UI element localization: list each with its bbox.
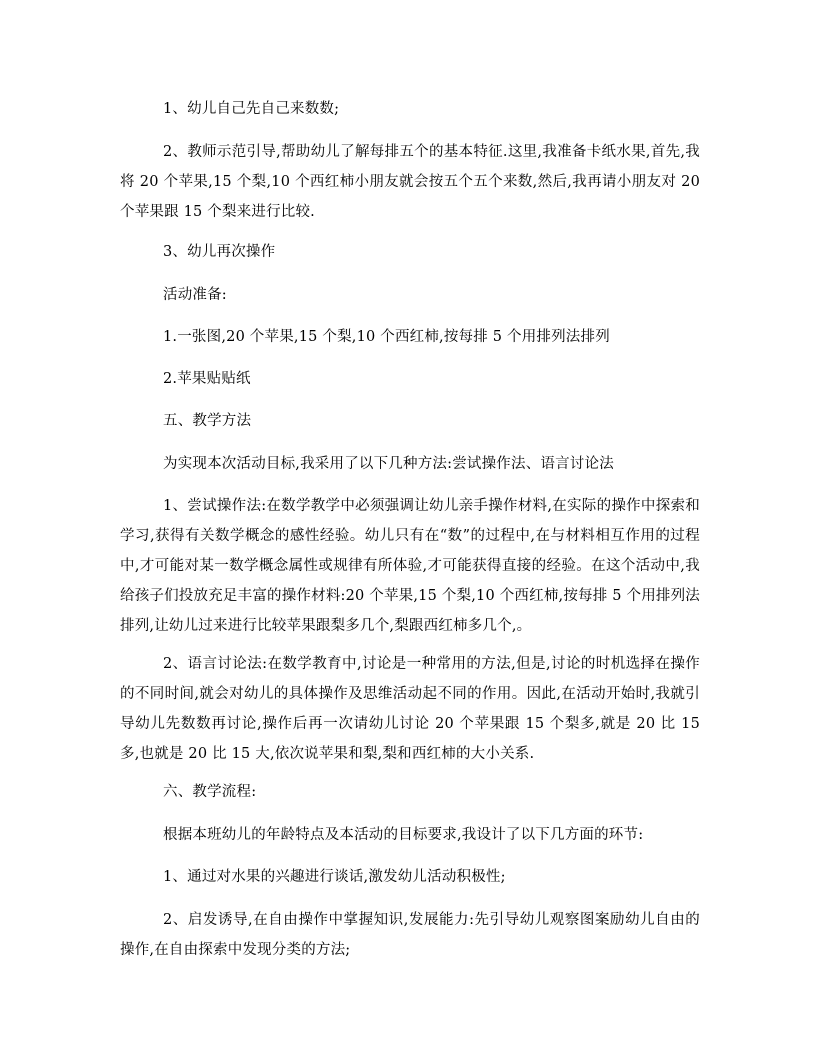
paragraph-operate-again: 3、幼儿再次操作 [163,244,276,260]
paragraph-process-step-1: 1、通过对水果的兴趣进行谈话,激发幼儿活动积极性; [163,869,506,885]
paragraph-try-operation-method: 1、尝试操作法:在数学教学中必须强调让幼儿亲手操作材料,在实际的操作中探索和学习,获得有关数学概念的感性经验。幼儿只有在“数”的过程中,在与材料相互作用的过程中,才可能对某一数学概念属性或规律有所体验,才可能获得直接的经验。在这个活动中,我给孩子们投放充足丰富的操作材料:20 个苹果,15 个梨,10 个西红柿,按每排 5 个用排列法排列,让幼儿过来进行比较苹果跟梨多几个,梨跟西红柿多几个,。 [120,498,700,634]
paragraph-process-intro: 根据本班幼儿的年龄特点及本活动的目标要求,我设计了以下几方面的环节: [163,827,644,843]
paragraph-language-discussion-method: 2、语言讨论法:在数学教育中,讨论是一种常用的方法,但是,讨论的时机选择在操作的不同时间,就会对幼儿的具体操作及思维活动起不同的作用。因此,在活动开始时,我就引导幼儿先数数再讨论,操作后再一次请幼儿讨论 20 个苹果跟 15 个梨多,就是 20 比 15 多,也就是 20 比 15 大,依次说苹果和梨,梨和西红柿的大小关系. [120,656,700,762]
paragraph-prep-item-2: 2.苹果贴贴纸 [163,371,251,387]
paragraph-activity-prep-heading: 活动准备: [163,287,227,303]
section-heading-teaching-process: 六、教学流程: [163,784,257,800]
paragraph-prep-item-1: 1.一张图,20 个苹果,15 个梨,10 个西红柿,按每排 5 个用排列法排列 [163,329,610,345]
paragraph-methods-intro: 为实现本次活动目标,我采用了以下几种方法:尝试操作法、语言讨论法 [163,456,614,472]
section-heading-teaching-methods: 五、教学方法 [163,413,252,429]
paragraph-process-step-2: 2、启发诱导,在自由操作中掌握知识,发展能力:先引导幼儿观察图案励幼儿自由的操作,在自由探索中发现分类的方法; [120,912,700,958]
document-page [120,0,700,1056]
paragraph-teacher-demo: 2、教师示范引导,帮助幼儿了解每排五个的基本特征.这里,我准备卡纸水果,首先,我将 20 个苹果,15 个梨,10 个西红柿小朋友就会按五个五个来数,然后,我再请小朋友对 20 个苹果跟 15 个梨来进行比较. [120,144,700,220]
paragraph-count-self: 1、幼儿自己先自己来数数; [163,101,340,117]
